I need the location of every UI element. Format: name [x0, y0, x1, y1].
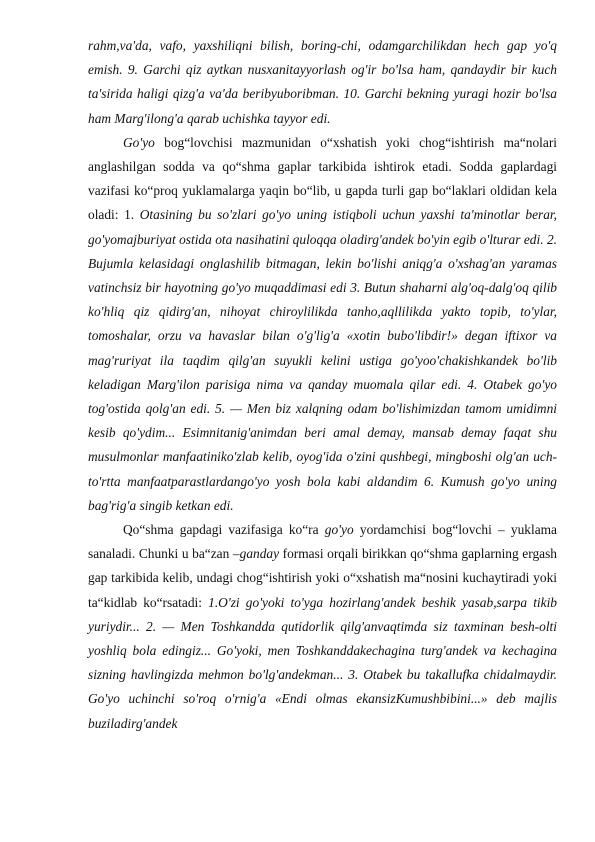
- paragraph-goyo-compound: [88, 518, 557, 736]
- body-text: Qo“shma gapdagi vazifasiga ko“ra: [123, 522, 325, 538]
- body-text: bog“lovchisi mazmunidan o“xshatish yoki chog“ishtirish ma“nolari anglashilgan sodda va qo“shma gaplar tarkibida ishtirok etadi. Sodda gaplardagi vazifasi ko“proq yuklamalarga yaqin bo“lib, u gapda turli gap bo“laklari oldidan kela oladi: 1.: [88, 134, 557, 223]
- body-text: formasi orqali birikkan qo“shma gaplarning ergash gap tarkibida kelib, undagi chog“ishtirish yoki o“xshatish ma“nosini kuchaytiradi yoki ta“kidlab ko“rsatadi:: [88, 546, 557, 610]
- body-text: yordamchisi bog“lovchi – yuklama sanaladi. Chunki u ba“zan –: [88, 522, 557, 562]
- paragraph-goyo-definition: [88, 131, 557, 518]
- term-goyo: go'yo: [324, 522, 354, 538]
- example-text: Otasining bu so'zlari go'yo uning istiqboli uchun yaxshi ta'minotlar berar, go'yomajburiyat ostida ota nasihatini quloqqa oladirg'andek bo'yin egib o'lturar edi. 2. Bujumla kelasidagi onglashilib bitmagan, lekin bo'lishi aniqg'a o'xshag'an yaramas vatinchsiz bir hayotning go'yo muqaddimasi edi 3. Butun shaharni alg'oq-dalg'oq qilib ko'hliq qiz qidirg'an, nihoyat chiroylilikda tanho,aqllilikda yakto topib, to'ylar, tomoshalar, orzu va havaslar bilan o'g'lig'a «xotin bubo'libdir!» degan iftixor va mag'ruriyat ila taqdim qilg'an suyukli kelini ustiga go'yoo'chakishkandek bo'lib keladigan Marg'ilon parisiga nima va qanday muomala qilar edi. 4. Otabek go'yo tog'ostida qolg'an edi. 5. — Men biz xalqning odam bo'lishimizdan tamom umidimni kesib qo'ydim... Esimnitanig'animdan beri amal demay, mansab demay faqat shu musulmonlar manfaatiniko'zlab kelib, oyog'ida o'zini qushbegi, mingboshi olg'an uch-to'rtta manfaatparastlardango'yo yosh bola kabi aldandim 6. Kumush go'yo uning bag'rig'a singib ketkan edi.: [88, 207, 557, 513]
- document-page: [88, 34, 557, 736]
- example-text: rahm,va'da, vafo, yaxshiliqni bilish, boring-chi, odamgarchilikdan hech gap yo'q emish. 9. Garchi qiz aytkan nusxanitayyorlash og'ir bo'lsa ham, qandaydir bir kuch ta'sirida haligi qizg'a va'da beribyuboribman. 10. Garchi bekning yuragi hozir bo'lsa ham Marg'ilong'a qarab uchishka tayyor edi.: [88, 38, 557, 126]
- paragraph-examples-continued: [88, 34, 557, 131]
- term-goyo: Go'yo: [123, 134, 155, 150]
- term-ganday: ganday: [239, 546, 280, 562]
- example-text: 1.O'zi go'yoki to'yga hozirlang'andek beshik yasab,sarpa tikib yuriydir... 2. — Men Toshkandda qutidorlik qilg'anvaqtimda siz taxminan besh-olti yoshliq bola edingiz... Go'yoki, men Toshkanddakechagina turg'andek va kechagina sizning havlingizda mehmon bo'lg'andekman... 3. Otabek bu takallufka chidalmaydir. Go'yo uchinchi so'roq o'rnig'a «Endi olmas ekansizKumushbibini...» deb majlis buziladirg'andek: [88, 594, 558, 731]
